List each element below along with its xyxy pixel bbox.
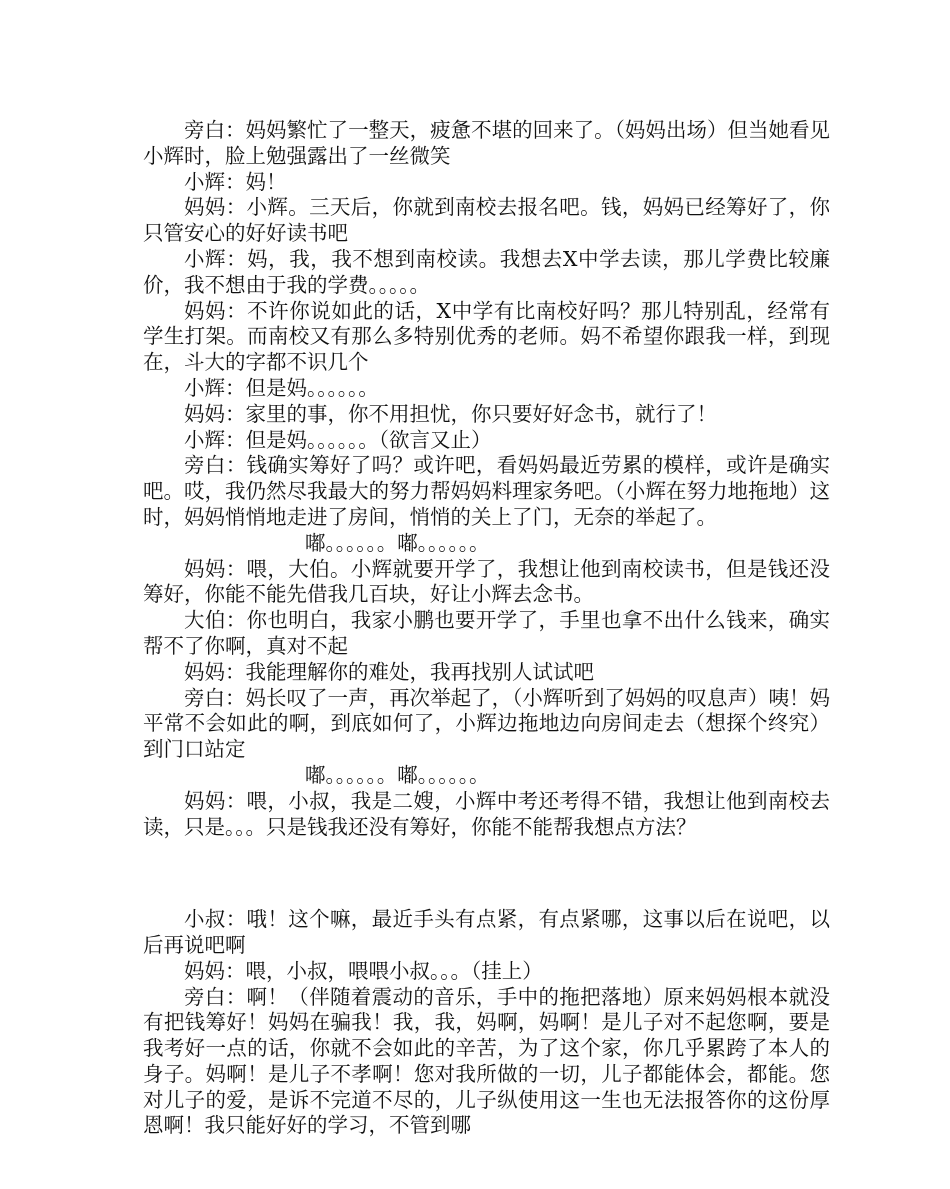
- script-text-body: [143, 118, 830, 1139]
- dialogue-line: 妈妈：小辉。三天后，你就到南校去报名吧。钱，妈妈已经筹好了，你只管安心的好好读书吧: [143, 195, 830, 246]
- dialogue-line: 旁白：妈长叹了一声，再次举起了，（小辉听到了妈妈的叹息声）咦！妈平常不会如此的啊，到底如何了，小辉边拖地边向房间走去（想探个终究）到门口站定: [143, 685, 830, 762]
- phone-ring-sound-line: 嘟。。。。。。嘟。。。。。。: [305, 530, 490, 555]
- dialogue-line: 小叔：哦！这个嘛，最近手头有点紧，有点紧哪，这事以后在说吧，以后再说吧啊: [143, 907, 830, 957]
- blank-line: [143, 861, 830, 887]
- dialogue-line: 妈妈：喂，大伯。小辉就要开学了，我想让他到南校读书，但是钱还没筹好，你能不能先借我几百块，好让小辉去念书。: [143, 556, 830, 607]
- dialogue-line: 妈妈：喂，小叔，我是二嫂，小辉中考还考得不错，我想让他到南校去读，只是。。。只是钱我还没有筹好，你能不能帮我想点方法？: [143, 788, 830, 839]
- dialogue-line: 小辉：妈，我，我不想到南校读。我想去X中学去读，那儿学费比较廉价，我不想由于我的学费。。。。。: [143, 246, 830, 297]
- dialogue-line: 妈妈：不许你说如此的话，X中学有比南校好吗？那儿特别乱，经常有学生打架。而南校又有那么多特别优秀的老师。妈不希望你跟我一样，到现在，斗大的字都不识几个: [143, 298, 830, 375]
- dialogue-line: 大伯：你也明白，我家小鹏也要开学了，手里也拿不出什么钱来，确实帮不了你啊，真对不起: [143, 608, 830, 658]
- dialogue-line: 妈妈：我能理解你的难处，我再找别人试试吧: [184, 659, 594, 684]
- dialogue-line: 旁白：妈妈繁忙了一整天，疲惫不堪的回来了。（妈妈出场）但当她看见小辉时，脸上勉强露出了一丝微笑: [143, 118, 830, 168]
- dialogue-line: 妈妈：家里的事，你不用担忧，你只要好好念书，就行了！: [184, 401, 717, 426]
- dialogue-line: 旁白：钱确实筹好了吗？或许吧，看妈妈最近劳累的模样，或许是确实吧。哎，我仍然尽我最大的努力帮妈妈料理家务吧。（小辉在努力地拖地）这时，妈妈悄悄地走进了房间，悄悄的关上了门，无奈的举起了。: [143, 453, 830, 529]
- dialogue-line: 小辉：但是妈。。。。。。: [184, 375, 379, 400]
- phone-ring-sound-line: 嘟。。。。。。嘟。。。。。。: [305, 762, 490, 787]
- dialogue-line: 妈妈：喂，小叔，喂喂小叔。。。（挂上）: [184, 958, 543, 983]
- dialogue-line: 小辉：但是妈。。。。。。（欲言又止）: [184, 427, 492, 452]
- dialogue-line: 小辉：妈！: [184, 169, 287, 194]
- dialogue-line: 旁白：啊！（伴随着震动的音乐，手中的拖把落地）原来妈妈根本就没有把钱筹好！妈妈在骗我！我，我，妈啊，妈啊！是儿子对不起您啊，要是我考好一点的话，你就不会如此的辛苦，为了这个家，你几乎累跨了本人的身子。妈啊！是儿子不孝啊！您对我所做的一切，儿子都能体会，都能。您对儿子的爱，是诉不完道不尽的，儿子纵使用这一生也无法报答你的这份厚恩啊！我只能好好的学习，不管到哪: [143, 984, 830, 1138]
